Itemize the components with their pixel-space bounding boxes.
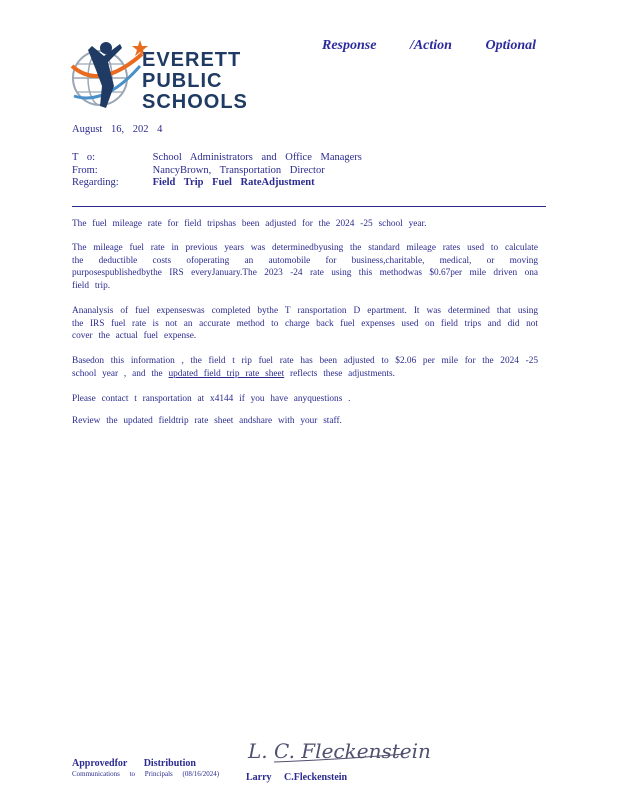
paragraph-5: Please contact t ransportation at x4144 if you have anyquestions . bbox=[72, 394, 351, 404]
logo-line-3: SCHOOLS bbox=[142, 91, 248, 113]
from-value: NancyBrown, Transportation Director bbox=[152, 164, 325, 176]
from-row bbox=[72, 165, 362, 178]
option-response: Response bbox=[322, 38, 377, 53]
regarding-row bbox=[72, 177, 362, 190]
distribution-note: Communications to Principals (08/16/2024) bbox=[72, 770, 220, 778]
to-row bbox=[72, 152, 362, 165]
signer-name: Larry C.Fleckenstein bbox=[246, 772, 348, 783]
to-value: School Administrators and Office Managers bbox=[152, 152, 362, 163]
regarding-value: Field Trip Fuel RateAdjustment bbox=[152, 177, 315, 188]
rate-sheet-link[interactable]: updated field trip rate sheet bbox=[168, 368, 285, 379]
signature-text: L. C. Fleckenstein bbox=[248, 739, 431, 763]
option-action: /Action bbox=[409, 38, 452, 53]
district-logo-icon bbox=[70, 36, 150, 111]
paragraph-3: Ananalysis of fuel expenseswas completed bythe T ransportation D epartment. It was determined that using the IRS fuel rate is not an accurate method to charge back fuel expenses used on field trips and did not cover the actual fuel expense. bbox=[72, 306, 538, 342]
paragraph-4-text-a: Basedon this information , the field t rip fuel rate has been adjusted to $2.06 per mile for the 2024 -25 school year , and the bbox=[72, 356, 538, 379]
response-options bbox=[322, 38, 536, 54]
paragraph-2: The mileage fuel rate in previous years was determinedbyusing the standard mileage rates used to calculate the deductible costs ofoperating an automobile for business,charitable, medical, or moving purposespublishedbythe IRS everyJanuary.The 2023 -24 rate using this methodwas $0.67per mile driven ona field trip. bbox=[72, 243, 538, 291]
memo-header bbox=[72, 152, 362, 190]
district-name bbox=[142, 50, 248, 113]
logo-line-2: PUBLIC bbox=[142, 70, 223, 92]
approval-stamp: Approvedfor Distribution bbox=[72, 758, 196, 769]
signature-image bbox=[244, 732, 431, 772]
paragraph-1: The fuel mileage rate for field tripshas been adjusted for the 2024 -25 school year. bbox=[72, 219, 427, 229]
paragraph-4 bbox=[72, 355, 538, 380]
logo-line-1: EVERETT bbox=[142, 49, 242, 71]
option-optional: Optional bbox=[485, 38, 537, 53]
to-label: T o: bbox=[72, 152, 96, 163]
paragraph-4-text-b: reflects these adjustments. bbox=[284, 368, 395, 379]
header-divider bbox=[72, 206, 546, 207]
from-label: From: bbox=[72, 164, 98, 176]
memo-date: August 16, 202 4 bbox=[72, 124, 163, 135]
paragraph-6: Review the updated fieldtrip rate sheet andshare with your staff. bbox=[72, 416, 342, 426]
regarding-label: Regarding: bbox=[72, 177, 119, 188]
